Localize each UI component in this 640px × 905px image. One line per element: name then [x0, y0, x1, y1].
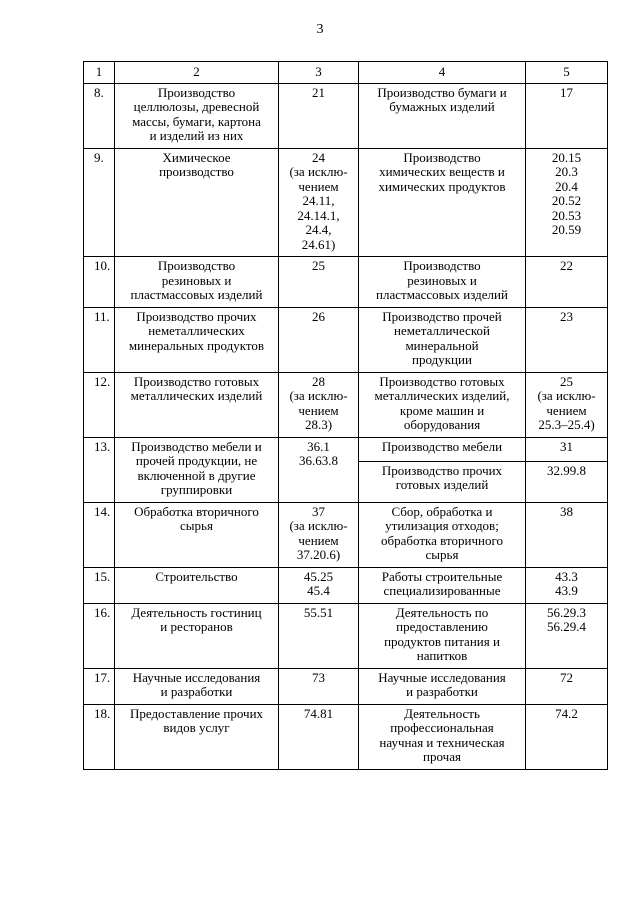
table-row	[84, 704, 608, 769]
okved-old-code: 45.25 45.4	[279, 567, 359, 603]
okved2-code: 23	[526, 307, 608, 372]
okved2-name: Производство прочих готовых изделий	[359, 461, 526, 502]
okved-old-name: Производство готовых металлических изделий	[115, 372, 279, 437]
okved-old-code: 21	[279, 83, 359, 148]
okved-old-code: 37 (за исклю- чением 37.20.6)	[279, 502, 359, 567]
header-cell: 2	[115, 62, 279, 84]
okved-old-code: 28 (за исклю- чением 28.3)	[279, 372, 359, 437]
table-row	[84, 437, 608, 461]
okved-old-code: 25	[279, 257, 359, 308]
table-row	[84, 307, 608, 372]
header-cell: 4	[359, 62, 526, 84]
okved2-code: 72	[526, 668, 608, 704]
okved-old-name: Производство мебели и прочей продукции, не включенной в другие группировки	[115, 437, 279, 502]
okved2-code: 22	[526, 257, 608, 308]
okved2-name: Деятельность профессиональная научная и техническая прочая	[359, 704, 526, 769]
okved2-name: Деятельность по предоставлению продуктов питания и напитков	[359, 603, 526, 668]
row-number: 12.	[84, 372, 115, 437]
row-number: 17.	[84, 668, 115, 704]
okved-old-code: 36.1 36.63.8	[279, 437, 359, 502]
okved-old-code: 55.51	[279, 603, 359, 668]
table-row	[84, 668, 608, 704]
row-number: 16.	[84, 603, 115, 668]
row-number: 10.	[84, 257, 115, 308]
okved-old-name: Строительство	[115, 567, 279, 603]
okved2-name: Работы строительные специализированные	[359, 567, 526, 603]
row-number: 18.	[84, 704, 115, 769]
okved-old-name: Деятельность гостиниц и ресторанов	[115, 603, 279, 668]
okved2-code: 25 (за исклю- чением 25.3–25.4)	[526, 372, 608, 437]
okved2-name: Сбор, обработка и утилизация отходов; обработка вторичного сырья	[359, 502, 526, 567]
classification-table	[83, 61, 608, 770]
table-row	[84, 148, 608, 257]
okved2-name: Производство мебели	[359, 437, 526, 461]
row-number: 8.	[84, 83, 115, 148]
okved-old-name: Научные исследования и разработки	[115, 668, 279, 704]
okved2-name: Производство резиновых и пластмассовых изделий	[359, 257, 526, 308]
okved2-code: 38	[526, 502, 608, 567]
okved2-code: 20.15 20.3 20.4 20.52 20.53 20.59	[526, 148, 608, 257]
okved-old-code: 74.81	[279, 704, 359, 769]
header-cell: 1	[84, 62, 115, 84]
okved2-name: Производство готовых металлических изделий, кроме машин и оборудования	[359, 372, 526, 437]
okved-old-code: 24 (за исклю- чением 24.11, 24.14.1, 24.4, 24.61)	[279, 148, 359, 257]
table-row	[84, 257, 608, 308]
row-number: 11.	[84, 307, 115, 372]
okved2-name: Производство прочей неметаллической минеральной продукции	[359, 307, 526, 372]
table-row	[84, 502, 608, 567]
okved-old-name: Производство резиновых и пластмассовых изделий	[115, 257, 279, 308]
okved-old-name: Производство прочих неметаллических минеральных продуктов	[115, 307, 279, 372]
okved-old-name: Химическое производство	[115, 148, 279, 257]
table-row	[84, 83, 608, 148]
okved-old-code: 73	[279, 668, 359, 704]
page-number: 3	[316, 22, 324, 37]
row-number: 13.	[84, 437, 115, 502]
okved-old-name: Предоставление прочих видов услуг	[115, 704, 279, 769]
okved2-code: 17	[526, 83, 608, 148]
okved2-code: 74.2	[526, 704, 608, 769]
table-row	[84, 603, 608, 668]
table-row	[84, 567, 608, 603]
okved2-code: 56.29.3 56.29.4	[526, 603, 608, 668]
okved-old-code: 26	[279, 307, 359, 372]
okved-old-name: Обработка вторичного сырья	[115, 502, 279, 567]
okved2-name: Производство бумаги и бумажных изделий	[359, 83, 526, 148]
okved2-code: 43.3 43.9	[526, 567, 608, 603]
okved2-code: 31	[526, 437, 608, 461]
header-cell: 3	[279, 62, 359, 84]
okved2-code: 32.99.8	[526, 461, 608, 502]
okved2-name: Производство химических веществ и химических продуктов	[359, 148, 526, 257]
row-number: 14.	[84, 502, 115, 567]
row-number: 9.	[84, 148, 115, 257]
header-cell: 5	[526, 62, 608, 84]
okved-old-name: Производство целлюлозы, древесной массы, бумаги, картона и изделий из них	[115, 83, 279, 148]
table-row	[84, 372, 608, 437]
header-row	[84, 62, 608, 84]
okved2-name: Научные исследования и разработки	[359, 668, 526, 704]
row-number: 15.	[84, 567, 115, 603]
